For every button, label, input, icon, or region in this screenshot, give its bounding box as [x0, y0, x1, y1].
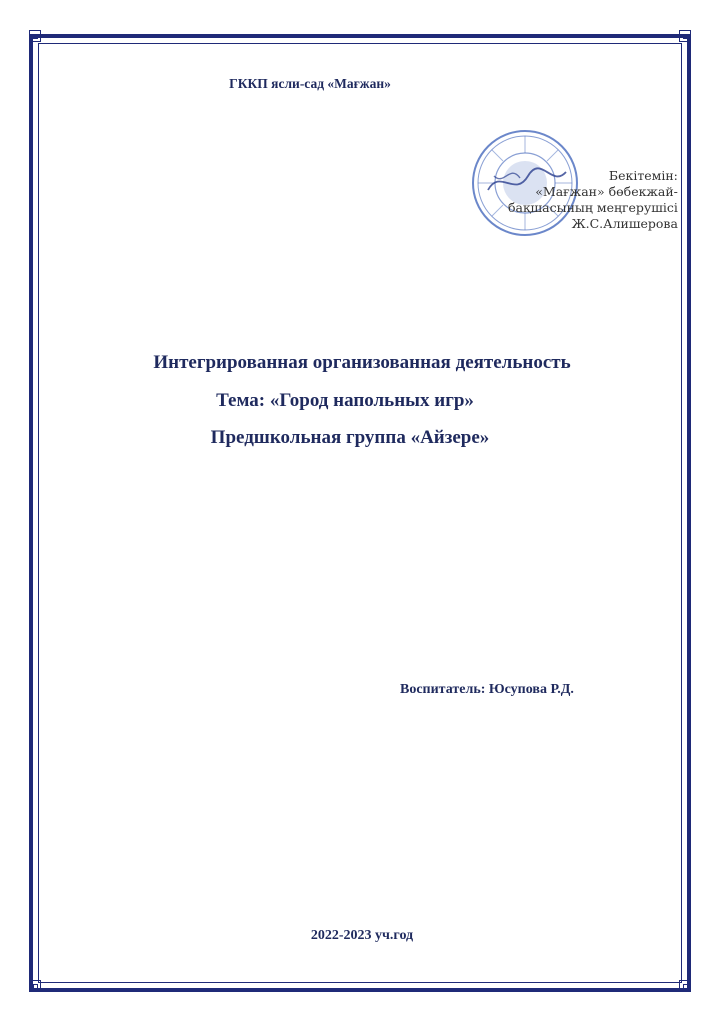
document-topic: Тема: «Город напольных игр» — [216, 390, 474, 411]
approval-text — [508, 168, 678, 232]
document-group: Предшкольная группа «Айзере» — [210, 427, 490, 448]
corner-ornament-bottom-left — [29, 980, 41, 992]
corner-ornament-top-right — [679, 30, 691, 42]
organization-name: ГККП ясли-сад «Мағжан» — [229, 76, 391, 91]
approval-line-4: Ж.С.Алишерова — [571, 216, 678, 231]
approval-line-1: Бекітемін: — [608, 168, 678, 183]
corner-ornament-bottom-right — [679, 980, 691, 992]
document-title: Интегрированная организованная деятельность — [153, 352, 571, 373]
approval-line-2: «Мағжан» бөбекжай- — [535, 184, 678, 199]
corner-ornament-top-left — [29, 30, 41, 42]
approval-stamp-block — [460, 118, 678, 268]
academic-year: 2022-2023 уч.год — [310, 928, 414, 943]
approval-line-3: бақшасының меңгерушісі — [508, 200, 678, 215]
teacher-name: Воспитатель: Юсупова Р.Д. — [400, 682, 574, 697]
